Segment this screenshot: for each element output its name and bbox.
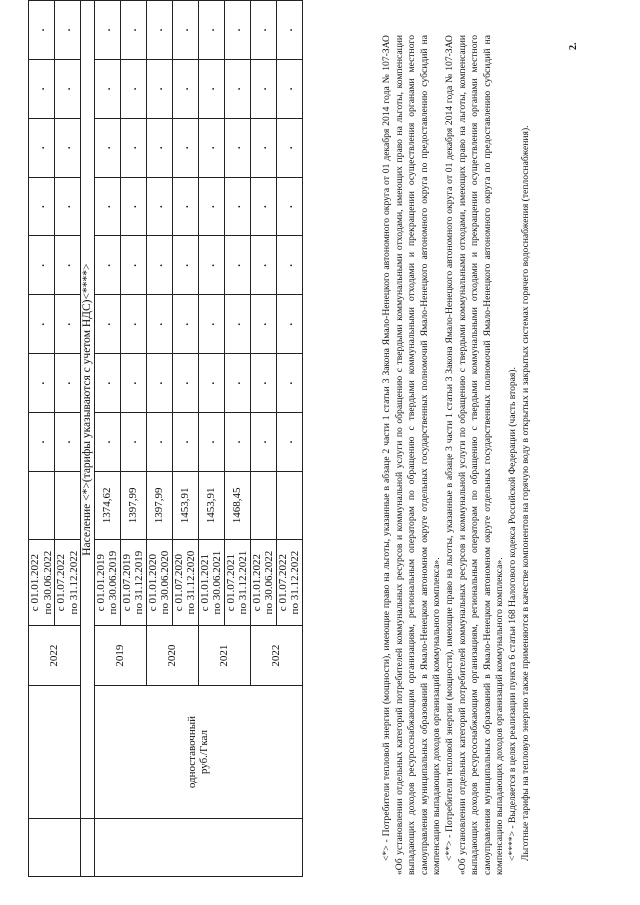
empty-mark: . <box>198 118 224 177</box>
empty-mark: . <box>55 177 81 236</box>
empty-mark: . <box>120 1 146 60</box>
empty-mark: . <box>94 59 120 118</box>
empty-mark: . <box>276 59 302 118</box>
left-blank-cell <box>81 819 95 877</box>
year-cell: 2021 <box>198 626 250 685</box>
empty-mark: . <box>55 354 81 413</box>
period-cell: с 01.07.2019 по 31.12.2019 <box>120 539 146 626</box>
empty-mark: . <box>146 1 172 60</box>
tariff-value <box>29 471 55 539</box>
empty-mark: . <box>224 413 250 472</box>
page-mark: 2. <box>568 42 579 50</box>
empty-mark: . <box>29 295 55 354</box>
period-cell: с 01.07.2020 по 31.12.2020 <box>172 539 198 626</box>
empty-mark: . <box>224 177 250 236</box>
footnote-1: <*> - Потребители тепловой энергии (мощности), имеющие право на льготы, указанные в абзаце 2 части 1 статьи 3 Закона Ямало-Ненецкого автономного округа от 01 декабря 2014 года № 107-ЗАО «Об установлении отдельных категорий потребителей коммунальных ресурсов и коммунальной услуги по обращению с твердыми коммунальными отходами, имеющих право на льготы, компенсации выпадающих доходов ресурсоснабжающим организациям, региональным операторам по обращению с твердыми коммунальными отходами и прекращении осуществления органами местного самоуправления муниципальных образований в Ямало-Ненецком автономном округе отдельных государственных полномочий Ямало-Ненецкого автономного округа по предоставлению субсидий на компенсацию выпадающих доходов организаций коммунального комплекса». <box>381 35 443 875</box>
empty-mark: . <box>250 118 276 177</box>
empty-mark: . <box>224 1 250 60</box>
empty-mark: . <box>146 413 172 472</box>
empty-mark: . <box>250 236 276 295</box>
empty-mark: . <box>250 177 276 236</box>
footnote-2: <**> - Потребители тепловой энергии (мощности), имеющие право на льготы, указанные в абзаце 3 части 1 статьи 3 Закона Ямало-Ненецкого автономного округа от 01 декабря 2014 года № 107-ЗАО «Об установлении отдельных категорий потребителей коммунальных ресурсов и коммунальной услуги по обращению с твердыми коммунальными отходами, имеющих право на льготы, компенсации выпадающих доходов ресурсоснабжающим организациям, региональным операторам по обращению с твердыми коммунальными отходами и прекращении осуществления органами местного самоуправления муниципальных образований в Ямало-Ненецком автономном округе отдельных государственных полномочий Ямало-Ненецкого автономного округа по предоставлению субсидий на компенсацию выпадающих доходов организаций коммунального комплекса». <box>443 35 506 875</box>
empty-mark: . <box>29 413 55 472</box>
empty-mark: . <box>120 59 146 118</box>
empty-mark: . <box>276 295 302 354</box>
empty-mark: . <box>276 354 302 413</box>
unit-label: одноставочный руб./Гкал <box>94 685 302 818</box>
empty-mark: . <box>250 1 276 60</box>
empty-mark: . <box>146 177 172 236</box>
empty-mark: . <box>172 354 198 413</box>
empty-mark: . <box>29 118 55 177</box>
empty-mark: . <box>250 295 276 354</box>
tariff-value: 1374,62 <box>94 471 120 539</box>
tariff-value: 1468,45 <box>224 471 250 539</box>
period-cell: с 01.01.2021 по 30.06.2021 <box>198 539 224 626</box>
empty-mark: . <box>276 413 302 472</box>
empty-mark: . <box>198 413 224 472</box>
empty-mark: . <box>172 413 198 472</box>
empty-mark: . <box>120 236 146 295</box>
empty-mark: . <box>29 236 55 295</box>
year-cell: 2022 <box>250 626 302 685</box>
empty-mark: . <box>94 1 120 60</box>
empty-mark: . <box>94 118 120 177</box>
footnotes <box>381 35 532 875</box>
empty-mark: . <box>172 236 198 295</box>
empty-mark: . <box>224 354 250 413</box>
empty-mark: . <box>55 236 81 295</box>
empty-mark: . <box>172 1 198 60</box>
tariff-table <box>28 0 303 877</box>
tariff-value <box>55 471 81 539</box>
empty-mark: . <box>55 118 81 177</box>
section-header: Население <*>(тарифы указываются с учетом НДС)<****> <box>81 1 95 819</box>
empty-mark: . <box>276 1 302 60</box>
empty-mark: . <box>276 177 302 236</box>
empty-mark: . <box>55 59 81 118</box>
empty-mark: . <box>198 1 224 60</box>
year-cell: 2020 <box>146 626 198 685</box>
empty-mark: . <box>55 295 81 354</box>
year-cell: 2019 <box>94 626 146 685</box>
left-blank-cell <box>94 819 302 877</box>
empty-mark: . <box>146 295 172 354</box>
period-cell: с 01.01.2022 по 30.06.2022 <box>250 539 276 626</box>
period-cell: с 01.07.2022 по 31.12.2022 <box>276 539 302 626</box>
table-row <box>94 1 120 877</box>
empty-mark: . <box>120 295 146 354</box>
left-blank-cell <box>29 819 81 877</box>
empty-mark: . <box>198 354 224 413</box>
footnote-4: <****> - Выделяется в целях реализации пункта 6 статьи 168 Налогового кодекса Российской Федерации (часть вторая). <box>506 367 518 861</box>
empty-mark: . <box>120 118 146 177</box>
empty-mark: . <box>94 413 120 472</box>
empty-mark: . <box>146 354 172 413</box>
empty-mark: . <box>276 118 302 177</box>
empty-mark: . <box>55 413 81 472</box>
empty-mark: . <box>94 354 120 413</box>
empty-mark: . <box>55 1 81 60</box>
empty-mark: . <box>94 295 120 354</box>
footnote-5: Льготные тарифы на тепловую энергию также применяются в качестве компонентов на горячую воду в открытых и закрытых системах горячего водоснабжения (теплоснабжения). <box>519 125 531 861</box>
empty-mark: . <box>172 59 198 118</box>
empty-mark: . <box>120 413 146 472</box>
empty-mark: . <box>198 236 224 295</box>
empty-mark: . <box>198 295 224 354</box>
tariff-value: 1397,99 <box>146 471 172 539</box>
empty-mark: . <box>250 413 276 472</box>
period-cell: с 01.01.2019 по 30.06.2019 <box>94 539 120 626</box>
period-cell: с 01.07.2021 по 31.12.2021 <box>224 539 250 626</box>
empty-mark: . <box>94 177 120 236</box>
empty-mark: . <box>224 295 250 354</box>
empty-mark: . <box>94 236 120 295</box>
empty-mark: . <box>146 59 172 118</box>
empty-mark: . <box>250 59 276 118</box>
period-cell: с 01.07.2022 по 31.12.2022 <box>55 539 81 626</box>
empty-mark: . <box>224 118 250 177</box>
table-row <box>81 1 95 877</box>
empty-mark: . <box>120 354 146 413</box>
tariff-value: 1397,99 <box>120 471 146 539</box>
empty-mark: . <box>172 177 198 236</box>
empty-mark: . <box>29 59 55 118</box>
period-cell: с 01.01.2022 по 30.06.2022 <box>29 539 55 626</box>
empty-mark: . <box>224 59 250 118</box>
tariff-value: 1453,91 <box>172 471 198 539</box>
table-row <box>29 1 55 877</box>
empty-mark: . <box>29 177 55 236</box>
empty-mark: . <box>172 118 198 177</box>
tariff-value: 1453,91 <box>198 471 224 539</box>
empty-mark: . <box>224 236 250 295</box>
empty-mark: . <box>198 59 224 118</box>
empty-mark: . <box>29 1 55 60</box>
empty-mark: . <box>172 295 198 354</box>
empty-mark: . <box>146 118 172 177</box>
unit-blank-cell <box>29 685 81 818</box>
period-cell: с 01.01.2020 по 30.06.2020 <box>146 539 172 626</box>
empty-mark: . <box>146 236 172 295</box>
year-cell: 2022 <box>29 626 81 685</box>
empty-mark: . <box>198 177 224 236</box>
empty-mark: . <box>250 354 276 413</box>
empty-mark: . <box>120 177 146 236</box>
tariff-value <box>250 471 276 539</box>
empty-mark: . <box>29 354 55 413</box>
empty-mark: . <box>276 236 302 295</box>
tariff-value <box>276 471 302 539</box>
